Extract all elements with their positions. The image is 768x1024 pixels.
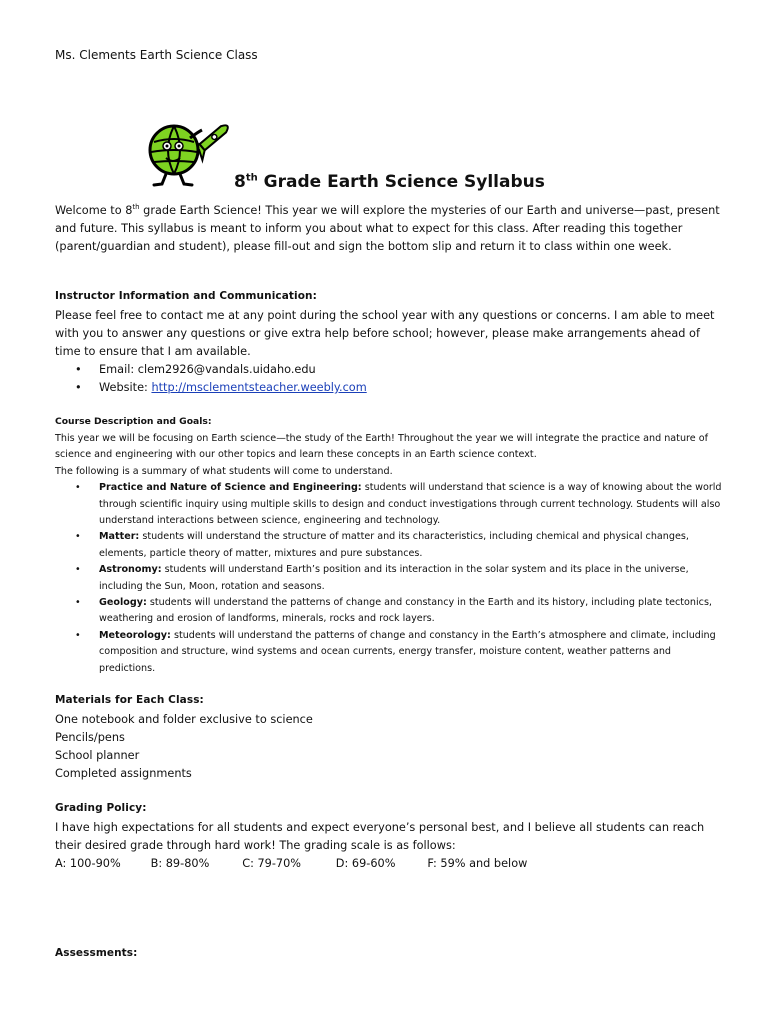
list-item: One notebook and folder exclusive to science <box>55 713 313 726</box>
grade-f: F: 59% and below <box>427 857 528 870</box>
assessments-heading: Assessments: <box>55 947 138 959</box>
grading-paragraph: I have high expectations for all students and expect everyone’s personal best, and I believe all students can reach their desired grade through hard work! The grading scale is as follows: A: 100-90% B: 89-80% C: 79-70% D: 69-60% F: 59% and below <box>55 819 720 873</box>
list-item: Completed assignments <box>55 767 192 780</box>
course-intro: This year we will be focusing on Earth science—the study of the Earth! Throughout the year we will integrate the practice and nature of science and engineering with our other topics and learn these concepts in an Earth science context. <box>55 433 708 461</box>
contact-list <box>55 361 720 397</box>
class-name-header: Ms. Clements Earth Science Class <box>55 48 258 62</box>
grading-heading: Grading Policy: <box>55 802 147 814</box>
materials-list <box>55 711 720 783</box>
grading-scale <box>55 855 720 873</box>
grade-b: B: 89-80% <box>150 857 210 870</box>
course-goals-list <box>55 480 725 677</box>
list-item: Pencils/pens <box>55 731 125 744</box>
goal-item: • Meteorology: students will understand the patterns of change and constancy in the Earth’s atmosphere and climate, including composition and structure, wind systems and ocean currents, energy transfer, moisture content, weather patterns and predictions. <box>55 628 725 677</box>
page-title: 8th Grade Earth Science Syllabus <box>234 172 545 192</box>
email-address: clem2926@vandals.uidaho.edu <box>137 363 316 376</box>
goal-item: • Geology: students will understand the patterns of change and constancy in the Earth and its history, including plate tectonics, weathering and erosion of landforms, minerals, rocks and rock layers. <box>55 595 725 628</box>
goal-item: • Matter: students will understand the structure of matter and its characteristics, including chemical and physical changes, elements, particle theory of matter, mixtures and pure substances. <box>55 529 725 562</box>
course-summary: The following is a summary of what students will come to understand. <box>55 465 393 477</box>
intro-paragraph: Welcome to 8th grade Earth Science! This year we will explore the mysteries of our Earth and universe—past, present and future. This syllabus is meant to inform you about what to expect for this class. After reading this together (parent/guardian and student), please fill-out and sign the bottom slip and return it to class within one week. <box>55 203 720 253</box>
globe-rocket-icon <box>140 108 240 188</box>
goal-item: • Practice and Nature of Science and Engineering: students will understand that science is a way of knowing about the world through scientific inquiry using multiple skills to design and conduct investigations through current technology. Students will also understand interactions between science, engineering and technology. <box>55 480 725 529</box>
course-heading: Course Description and Goals: <box>55 416 212 427</box>
grade-d: D: 69-60% <box>335 857 396 870</box>
goal-item: • Astronomy: students will understand Earth’s position and its interaction in the solar system and its place in the universe, including the Sun, Moon, rotation and seasons. <box>55 562 725 595</box>
instructor-paragraph: Please feel free to contact me at any point during the school year with any questions or concerns. I am able to meet with you to answer any questions or give extra help before school; however, please make arrangements ahead of time to ensure that I am available. • Email: clem2926@vandals.uidaho.edu • Website: http://msclementsteacher.weebly.com <box>55 307 720 397</box>
website-item: • Website: http://msclementsteacher.weebly.com <box>55 379 720 397</box>
course-section <box>55 431 725 677</box>
email-item: • Email: clem2926@vandals.uidaho.edu <box>55 361 720 379</box>
list-item: School planner <box>55 749 140 762</box>
instructor-heading: Instructor Information and Communication: <box>55 290 317 302</box>
materials-heading: Materials for Each Class: <box>55 694 204 706</box>
website-link[interactable]: http://msclementsteacher.weebly.com <box>151 381 367 394</box>
grade-c: C: 79-70% <box>242 857 302 870</box>
grade-a: A: 100-90% <box>55 857 121 870</box>
